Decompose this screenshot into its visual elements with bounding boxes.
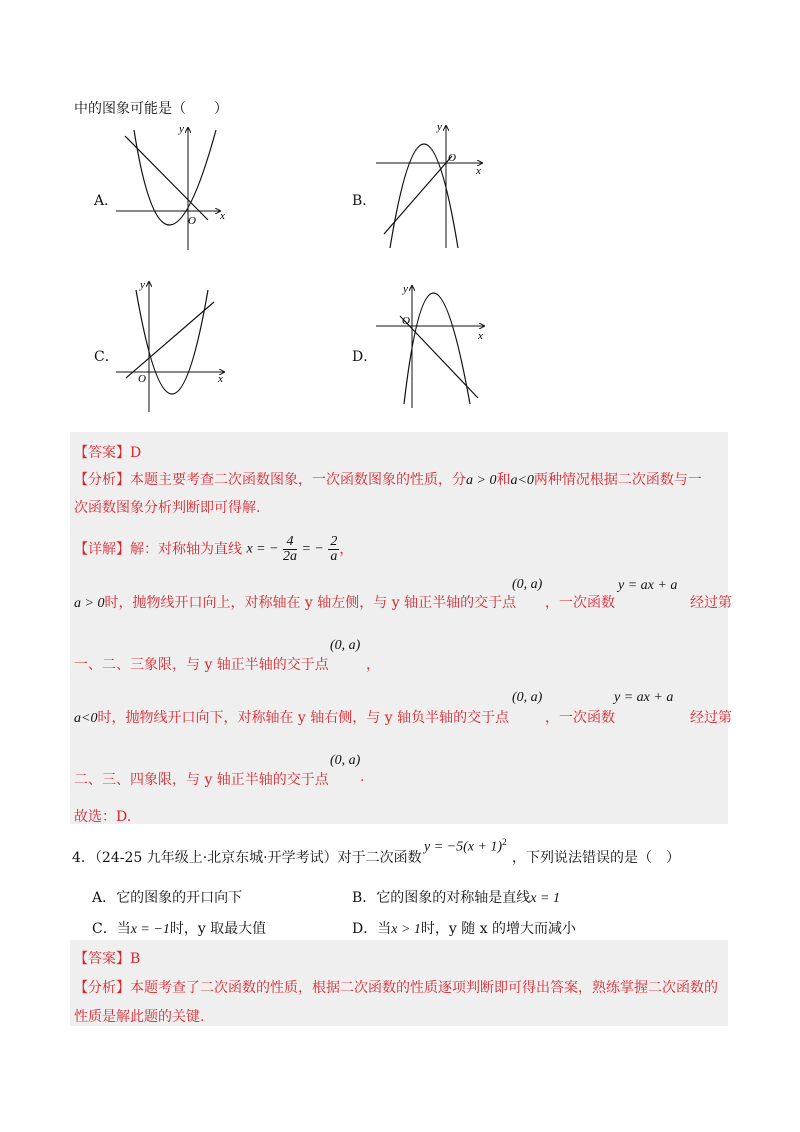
q4-option-d: D．当x > 1时，y 随 x 的增大而减小	[352, 921, 577, 937]
graph-c-x-label: x	[218, 373, 223, 385]
answer-4-line: 【答案】B	[74, 951, 141, 967]
case-2-line2: 二、三、四象限，与 y 轴正半轴的交于点	[74, 772, 329, 788]
case-2-text3: 经过第	[690, 710, 732, 726]
graph-c-y-label: y	[140, 279, 145, 291]
fraction-2: $\frac{2}{a}$	[330, 534, 338, 564]
graph-b-x-label: x	[476, 165, 481, 177]
case-2-func: y = ax + a	[614, 690, 674, 705]
graph-d-origin-label: O	[402, 315, 410, 327]
graph-a-y-label: y	[179, 123, 184, 135]
graph-d-y-label: y	[403, 283, 408, 295]
graph-c	[112, 278, 232, 414]
case-1-line2: 一、二、三象限，与 y 轴正半轴的交于点	[74, 657, 329, 673]
analysis-4-line2: 性质是解此题的关键.	[74, 1009, 205, 1025]
graph-b-y-label: y	[437, 121, 442, 133]
answer-tag: 【答案】	[74, 445, 130, 461]
case-1-point: (0, a)	[512, 577, 543, 592]
graph-a-line	[125, 136, 208, 220]
answer-1-line	[74, 442, 141, 462]
question-4-stem: 4．（24-25 九年级上·北京东城·开学考试）对于二次函数	[72, 850, 422, 866]
q4-option-b: B．它的图象的对称轴是直线x = 1	[352, 890, 560, 906]
question-intro: 中的图象可能是（ ）	[74, 101, 228, 117]
answer-block-1	[70, 432, 728, 824]
graph-d-x-label: x	[478, 330, 483, 342]
option-d-label: D．	[352, 349, 378, 365]
graph-c-origin-label: O	[138, 373, 146, 385]
graph-c-parabola	[136, 290, 208, 394]
fraction-1: $\frac{4}{2a}$	[283, 534, 298, 564]
option-a-label: A．	[94, 193, 119, 209]
case-1-text3: 经过第	[690, 595, 732, 611]
conclusion-1: 故选：D.	[74, 809, 132, 825]
analysis-1-line2: 次函数图象分析判断即可得解.	[74, 500, 261, 516]
case-1-point2: (0, a)	[330, 638, 361, 653]
graph-b	[372, 120, 492, 255]
case-2-text2: ，一次函数	[545, 710, 615, 726]
graph-a	[112, 120, 232, 255]
case-2-end: .	[360, 769, 365, 785]
case-1-func: y = ax + a	[618, 578, 678, 593]
case-2-point: (0, a)	[512, 690, 543, 705]
analysis-4-line1: 【分析】本题考查了二次函数的性质，根据二次函数的性质逐项判断即可得出答案，熟练掌握二次函数的	[74, 980, 718, 996]
case-1-end: ，	[366, 657, 380, 673]
answer-value: D	[130, 445, 142, 461]
q4-option-c: C．当x = −1时，y 取最大值	[92, 921, 267, 937]
graph-a-origin-label: O	[188, 215, 196, 227]
case-1-line1: a > 0时，抛物线开口向上，对称轴在 y 轴左侧，与 y 轴正半轴的交于点	[74, 595, 517, 611]
graph-c-line	[126, 302, 214, 378]
question-4-tail: ，下列说法错误的是（ ）	[512, 850, 680, 866]
graph-b-line	[384, 156, 452, 234]
option-b-label: B．	[352, 193, 377, 209]
graph-b-origin-label: O	[448, 152, 456, 164]
analysis-1-line1: 【分析】本题主要考查二次函数图象，一次函数图象的性质，分a > 0和a<0两种情况根据二次函数与一	[74, 472, 702, 488]
detail-1-line: 【详解】解：对称轴为直线 x = − $\frac{4}{2a}$ = − $\frac{2}{a}$ ，	[74, 534, 354, 564]
case-2-line1: a<0时，抛物线开口向下，对称轴在 y 轴右侧，与 y 轴负半轴的交于点	[74, 710, 510, 726]
case-1-text2: ，一次函数	[545, 595, 615, 611]
graph-d-parabola	[404, 293, 470, 404]
graph-a-x-label: x	[220, 210, 225, 222]
option-c-label: C．	[94, 349, 119, 365]
case-2-point2: (0, a)	[330, 753, 361, 768]
q4-option-a: A．它的图象的开口向下	[92, 890, 243, 906]
graph-d	[372, 282, 492, 412]
question-4-func: $y = -5(x + 1)^2$	[424, 837, 507, 855]
